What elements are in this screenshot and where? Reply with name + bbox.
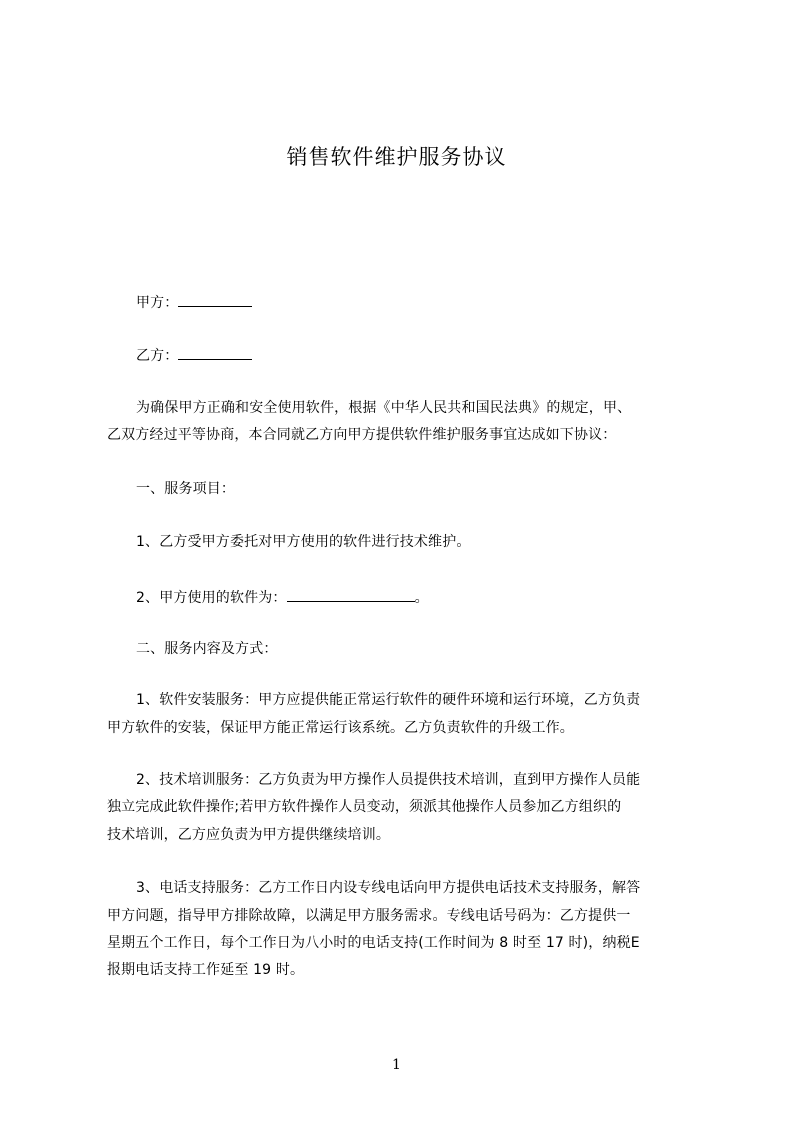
intro-line-2: 乙双方经过平等协商，本合同就乙方向甲方提供软件维护服务事宜达成如下协议： xyxy=(107,427,617,443)
section2-item2-line-2: 独立完成此软件操作;若甲方软件操作人员变动，须派其他操作人员参加乙方组织的 xyxy=(107,799,622,815)
section2-item3-line-2: 甲方问题，指导甲方排除故障，以满足甲方服务需求。专线电话号码为：乙方提供一 xyxy=(107,908,631,924)
section2-item3-line-3: 星期五个工作日，每个工作日为八小时的电话支持(工作时间为 8 时至 17 时)，纳税E xyxy=(107,935,640,951)
section2-item2-line-1: 2、技术培训服务：乙方负责为甲方操作人员提供技术培训，直到甲方操作人员能 xyxy=(136,772,641,788)
section1-item1: 1、乙方受甲方委托对甲方使用的软件进行技术维护。 xyxy=(136,534,471,550)
party-a-blank xyxy=(178,291,252,307)
section1-item2-suffix: 。 xyxy=(414,590,429,606)
section2-item3-line-1: 3、电话支持服务：乙方工作日内设专线电话向甲方提供电话技术支持服务，解答 xyxy=(136,880,641,896)
section1-heading: 一、服务项目： xyxy=(136,481,236,497)
section2-item1-line-1: 1、软件安装服务：甲方应提供能正常运行软件的硬件环境和运行环境，乙方负责 xyxy=(136,692,641,708)
document-title: 销售软件维护服务协议 xyxy=(286,145,507,169)
section2-item1-line-2: 甲方软件的安装，保证甲方能正常运行该系统。乙方负责软件的升级工作。 xyxy=(107,720,574,736)
section2-heading: 二、服务内容及方式： xyxy=(136,641,278,657)
section2-item3-line-4: 报期电话支持工作延至 19 时。 xyxy=(107,962,305,978)
party-b-blank xyxy=(178,344,252,360)
section1-item2-prefix: 2、甲方使用的软件为： xyxy=(136,590,287,606)
party-a-line xyxy=(136,291,252,313)
party-b-label: 乙方： xyxy=(136,348,179,364)
party-a-label: 甲方： xyxy=(136,295,179,311)
page-number: 1 xyxy=(392,1057,401,1073)
intro-line-1: 为确保甲方正确和安全使用软件，根据《中华人民共和国民法典》的规定，甲、 xyxy=(136,400,632,416)
software-name-blank xyxy=(287,586,415,602)
section2-item2-line-3: 技术培训，乙方应负责为甲方提供继续培训。 xyxy=(107,827,390,843)
party-b-line xyxy=(136,344,252,366)
section1-item2 xyxy=(136,586,429,608)
